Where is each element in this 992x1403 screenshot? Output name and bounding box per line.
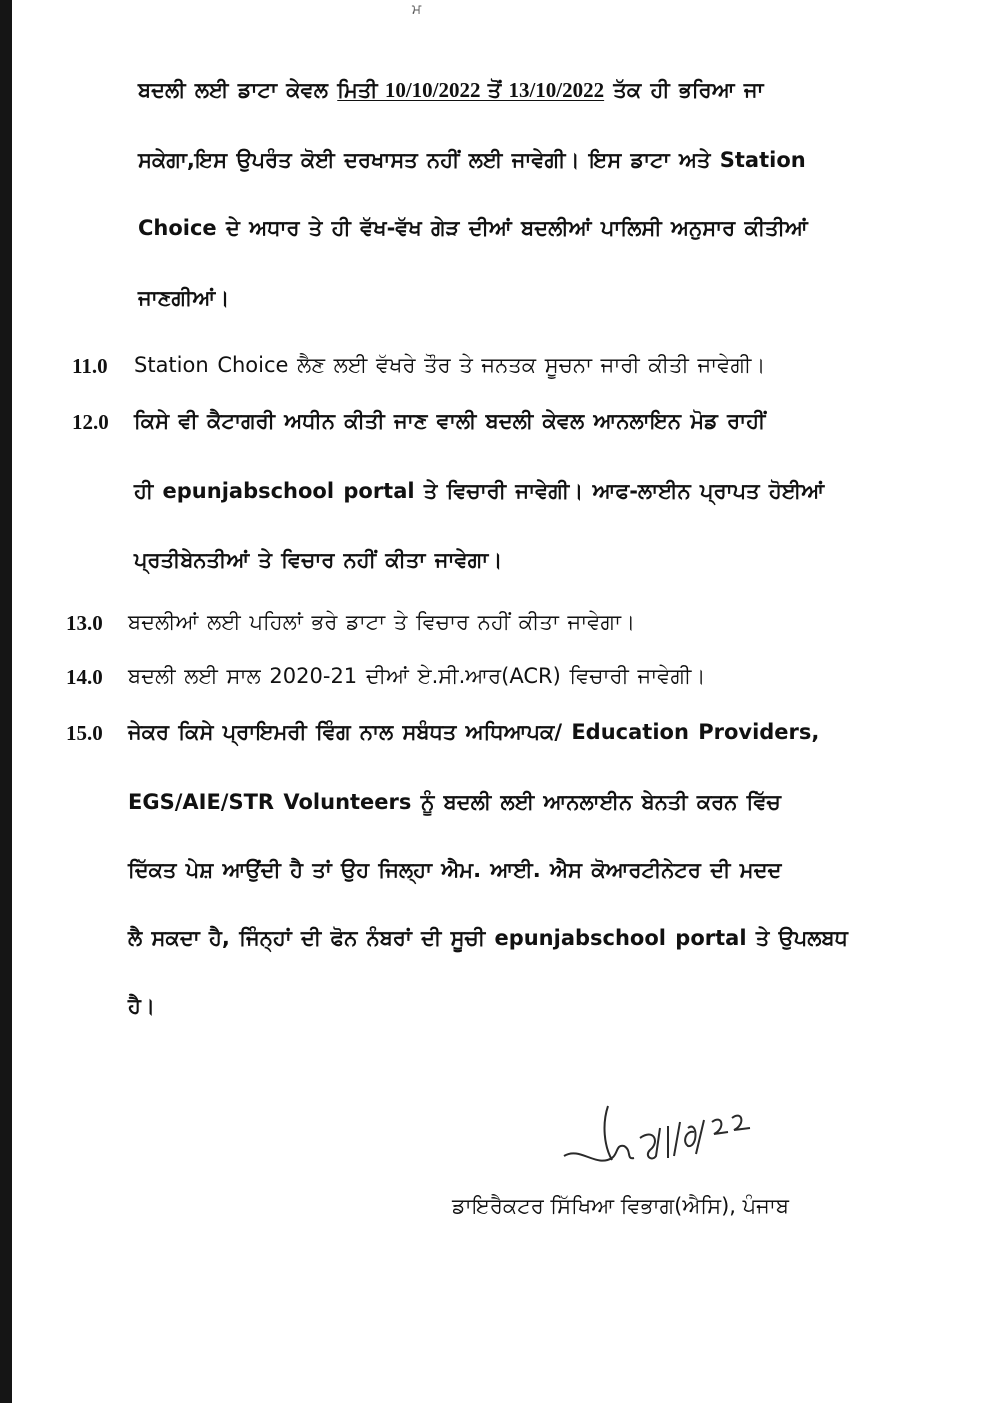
para-10-line-1-text-a: ਬਦਲੀ ਲਈ ਡਾਟਾ ਕੇਵਲ: [138, 78, 338, 102]
para-10-line-3: Choice ਦੇ ਅਧਾਰ ਤੇ ਹੀ ਵੱਖ-ਵੱਖ ਗੇੜ ਦੀਆਂ ਬਦਲੀਆਂ ਪਾਲਿਸੀ ਅਨੁਸਾਰ ਕੀਤੀਆਂ: [138, 216, 808, 240]
item-number-13: 13.0: [66, 611, 103, 635]
item-15-line-5: ਹੈ।: [128, 994, 156, 1018]
item-15-line-4: ਲੈ ਸਕਦਾ ਹੈ, ਜਿੰਨ੍ਹਾਂ ਦੀ ਫੋਨ ਨੰਬਰਾਂ ਦੀ ਸੂਚੀ epunjabschool portal ਤੇ ਉਪਲਬਧ: [128, 926, 848, 950]
para-10-line-1: [138, 76, 764, 104]
scan-left-edge: [0, 0, 12, 1403]
para-10-line-1-text-b: ਤੱਕ ਹੀ ਭਰਿਆ ਜਾ: [604, 78, 764, 102]
item-number-14: 14.0: [66, 665, 103, 689]
item-number-15: 15.0: [66, 721, 103, 745]
para-10-line-4: ਜਾਣਗੀਆਂ।: [138, 286, 230, 310]
item-number-11: 11.0: [72, 354, 108, 378]
item-15-line-1: ਜੇਕਰ ਕਿਸੇ ਪ੍ਰਾਇਮਰੀ ਵਿੰਗ ਨਾਲ ਸਬੰਧਤ ਅਧਿਆਪਕ/ Education Providers,: [128, 720, 820, 744]
item-15-line-2: EGS/AIE/STR Volunteers ਨੂੰ ਬਦਲੀ ਲਈ ਆਨਲਾਈਨ ਬੇਨਤੀ ਕਰਨ ਵਿੱਚ: [128, 790, 781, 814]
para-10-line-2: ਸਕੇਗਾ,ਇਸ ਉਪਰੰਤ ਕੋਈ ਦਰਖਾਸਤ ਨਹੀਂ ਲਈ ਜਾਵੇਗੀ। ਇਸ ਡਾਟਾ ਅਤੇ Station: [138, 148, 806, 172]
item-15-line-3: ਦਿੱਕਤ ਪੇਸ਼ ਆਉਂਦੀ ਹੈ ਤਾਂ ਉਹ ਜਿਲ੍ਹਾ ਐਮ. ਆਈ. ਐਸ ਕੋਆਰਟੀਨੇਟਰ ਦੀ ਮਦਦ: [128, 858, 782, 882]
header-mark: ਮ: [412, 2, 422, 18]
signatory-designation: ਡਾਇਰੈਕਟਰ ਸਿੱਖਿਆ ਵਿਭਾਗ(ਐਸਿ), ਪੰਜਾਬ: [452, 1194, 790, 1218]
item-14-line-1: ਬਦਲੀ ਲਈ ਸਾਲ 2020-21 ਦੀਆਂ ਏ.ਸੀ.ਆਰ(ACR) ਵਿਚਾਰੀ ਜਾਵੇਗੀ।: [128, 664, 706, 688]
item-number-12: 12.0: [72, 410, 109, 434]
item-13-line-1: ਬਦਲੀਆਂ ਲਈ ਪਹਿਲਾਂ ਭਰੇ ਡਾਟਾ ਤੇ ਵਿਚਾਰ ਨਹੀਂ ਕੀਤਾ ਜਾਵੇਗਾ।: [128, 610, 636, 634]
item-12-line-2: ਹੀ epunjabschool portal ਤੇ ਵਿਚਾਰੀ ਜਾਵੇਗੀ। ਆਫ-ਲਾਈਨ ਪ੍ਰਾਪਤ ਹੋਈਆਂ: [134, 479, 825, 503]
item-12-line-1: ਕਿਸੇ ਵੀ ਕੈਟਾਗਰੀ ਅਧੀਨ ਕੀਤੀ ਜਾਣ ਵਾਲੀ ਬਦਲੀ ਕੇਵਲ ਆਨਲਾਇਨ ਮੋਡ ਰਾਹੀਂ: [134, 409, 766, 433]
handwritten-signature: [556, 1098, 776, 1188]
date-range: ਮਿਤੀ 10/10/2022 ਤੋਂ 13/10/2022: [337, 78, 605, 102]
item-12-line-3: ਪ੍ਰਤੀਬੇਨਤੀਆਂ ਤੇ ਵਿਚਾਰ ਨਹੀਂ ਕੀਤਾ ਜਾਵੇਗਾ।: [134, 548, 503, 572]
item-11-line-1: Station Choice ਲੈਣ ਲਈ ਵੱਖਰੇ ਤੌਰ ਤੇ ਜਨਤਕ ਸੂਚਨਾ ਜਾਰੀ ਕੀਤੀ ਜਾਵੇਗੀ।: [134, 353, 766, 377]
